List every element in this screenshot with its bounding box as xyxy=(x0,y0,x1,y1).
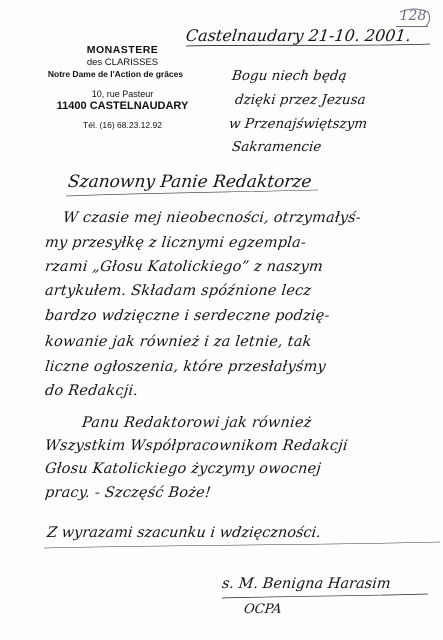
monastery-order: des CLARISSES xyxy=(86,57,159,68)
body-line: bardzo wdzięczne i serdeczne podzię- xyxy=(44,308,331,324)
body-line: artykułem. Składam spóźnione lecz xyxy=(44,283,313,299)
dedication-line: dzięki przez Jezusa xyxy=(234,92,367,108)
monastery-street: 10, rue Pasteur xyxy=(91,89,154,99)
body-line: kowanie jak również i za letnie, tak xyxy=(44,334,313,350)
letter-date: Castelnaudary 21-10. 2001. xyxy=(185,26,412,45)
letter-greeting: Szanowny Panie Redaktorze xyxy=(66,172,313,192)
signature-role: OCPA xyxy=(243,602,283,617)
closing-flourish xyxy=(44,542,440,548)
body-line: do Redakcji. xyxy=(44,383,139,399)
body-line: liczne ogłoszenia, które przesłałyśmy xyxy=(44,359,327,375)
body-line: my przesyłkę z licznymi egzempla- xyxy=(44,235,307,251)
monastery-city: 11400 CASTELNAUDARY xyxy=(56,100,189,112)
letter-closing: Z wyrazami szacunku i wdzięczności. xyxy=(46,525,322,541)
dedication-line: w Przenajświętszym xyxy=(228,116,368,132)
page-number: 128 xyxy=(399,8,427,24)
body-line: Głosu Katolickiego życzymy owocnej xyxy=(44,461,322,477)
body-line: pracy. - Szczęść Boże! xyxy=(44,485,212,501)
signature: s. M. Benigna Harasim xyxy=(221,576,392,592)
signature-flourish xyxy=(222,594,428,598)
dedication-line: Bogu niech będą xyxy=(231,68,348,84)
body-line: Wszystkim Współpracownikom Redakcji xyxy=(44,438,349,454)
dedication-line: Sakramencie xyxy=(231,139,323,155)
monastery-dedication: Notre Dame de l'Action de grâces xyxy=(47,69,184,79)
body-line: W czasie mej nieobecności, otrzymałyś- xyxy=(62,210,362,226)
monastery-name: MONASTERE xyxy=(86,44,159,56)
body-line: Panu Redaktorowi jak również xyxy=(81,415,313,431)
letterhead xyxy=(40,44,205,130)
monastery-phone: Tél. (16) 68.23.12.92 xyxy=(83,120,162,130)
body-line: rzami „Głosu Katolickiego” z naszym xyxy=(44,259,324,275)
